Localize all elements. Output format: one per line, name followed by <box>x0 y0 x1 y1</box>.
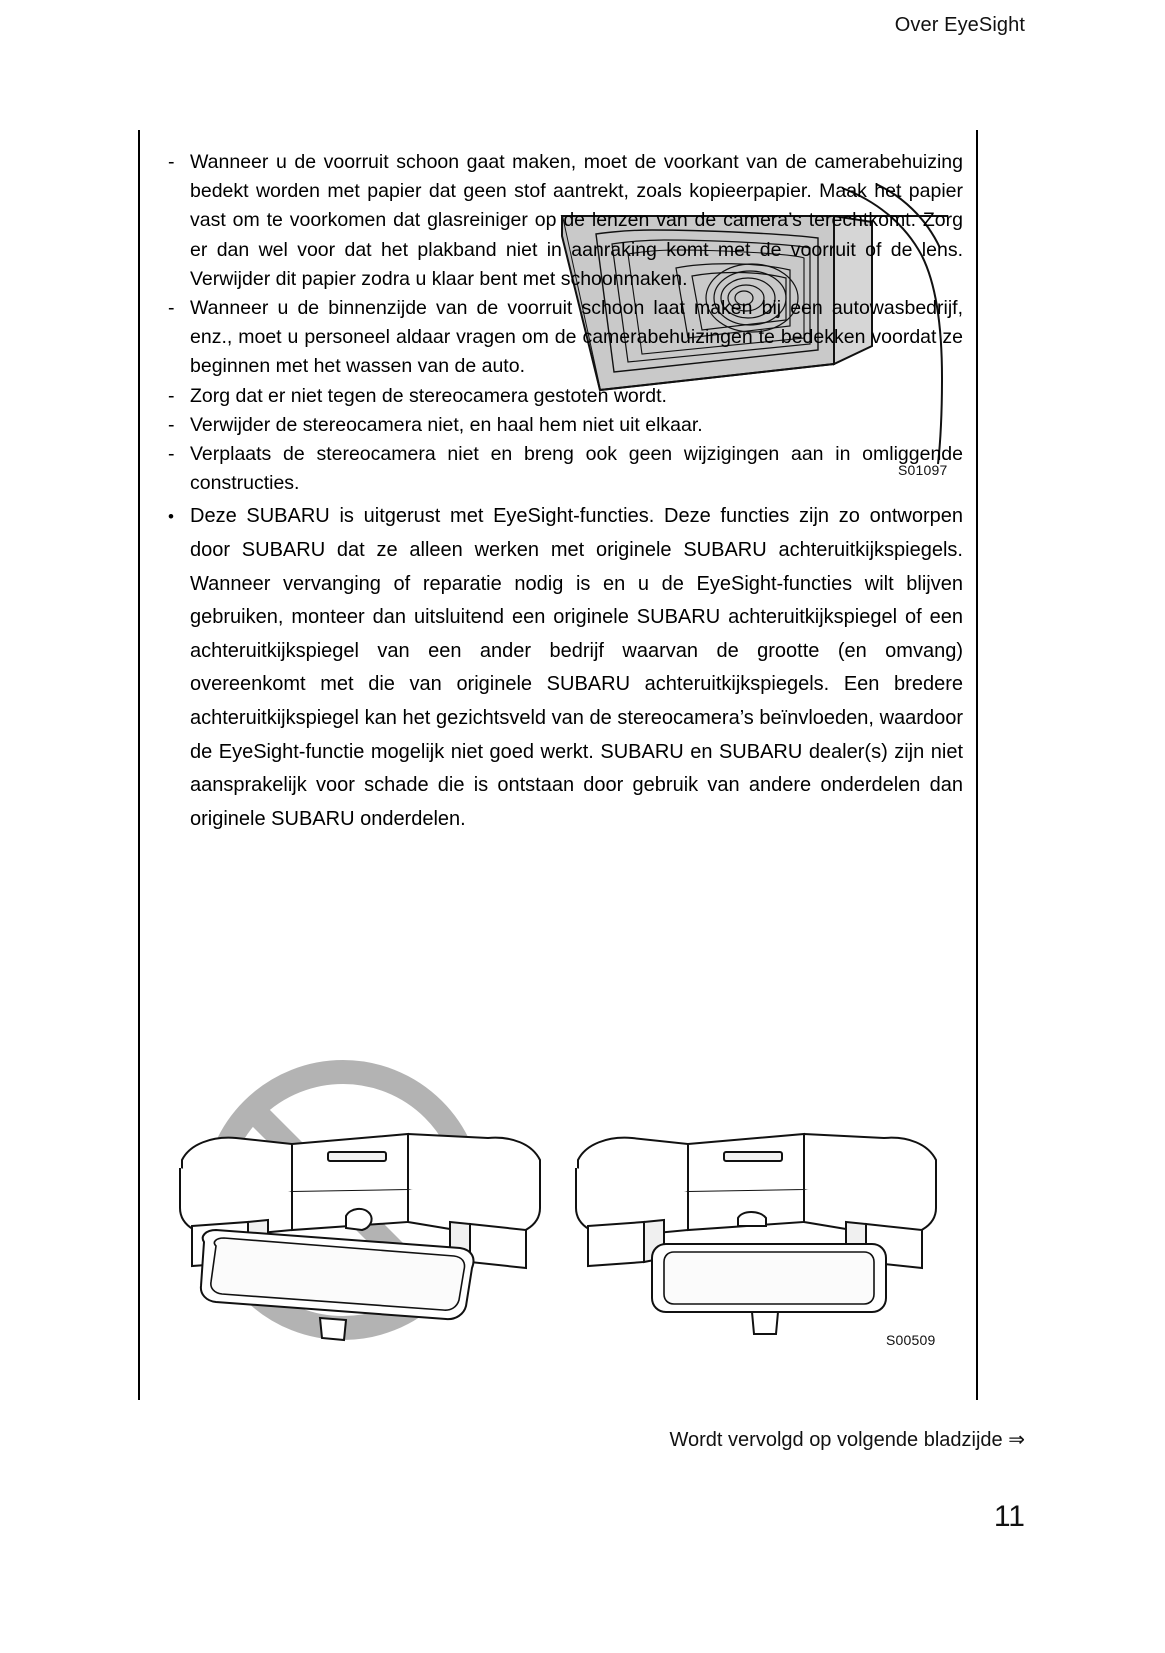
content-rule-left <box>138 130 140 1400</box>
list-item-text: Zorg dat er niet tegen de stereocamera gestoten wordt. <box>190 384 667 407</box>
list-item-text: Wanneer u de binnenzijde van de voorruit schoon laat maken bij een autowasbedrijf, enz., moet u personeel aldaar vragen om de camerabehuizingen te bedekken voordat ze beginnen met het wassen van de auto. <box>190 297 963 378</box>
list-marker-dash: - <box>168 151 175 173</box>
list-marker-dash: - <box>168 443 175 466</box>
continued-note: Wordt vervolgd op volgende bladzijde ⇒ <box>669 1429 1025 1451</box>
page-header-title: Over EyeSight <box>894 14 1025 36</box>
list-item-text: Verwijder de stereocamera niet, en haal hem niet uit elkaar. <box>190 413 703 436</box>
list-marker-dash: - <box>168 384 175 407</box>
page-number: 11 <box>993 1500 1025 1533</box>
original-mirror-assembly <box>576 1134 936 1334</box>
mirror-comparison-illustration <box>160 1040 960 1385</box>
wide-mirror-assembly <box>180 1134 540 1340</box>
figure-caption-camera-housing: S01097 <box>898 462 948 478</box>
list-marker-bullet: • <box>168 507 174 527</box>
list-marker-dash: - <box>168 297 175 320</box>
list-marker-dash: - <box>168 413 175 436</box>
list-item <box>168 294 963 382</box>
figure-mirror-comparison <box>160 1040 960 1380</box>
body-content <box>168 148 963 836</box>
list-item-text: Verplaats de stereocamera niet en breng ook geen wijzigingen aan in omliggende constructies. <box>190 443 963 495</box>
figure-caption-mirrors: S00509 <box>886 1332 936 1348</box>
bullet-paragraph-text: Deze SUBARU is uitgerust met EyeSight-functies. Deze functies zijn zo ontworpen door SUBARU dat ze alleen werken met originele SUBARU achteruitkijkspiegels. Wanneer vervanging of reparatie nodig is en u de EyeSight-functies wilt blijven gebruiken, monteer dan uitsluitend een originele SUBARU achteruitkijkspiegel of een achteruitkijkspiegel van een ander bedrijf waarvan de grootte (en omvang) overeenkomt met die van originele SUBARU achteruitkijkspiegels. Een bredere achteruitkijkspiegel kan het gezichtsveld van de stereocamera’s beïnvloeden, waardoor de EyeSight-functie mogelijk niet goed werkt. SUBARU en SUBARU dealer(s) zijn niet aansprakelijk voor schade die is ontstaan door gebruik van andere onderdelen dan originele SUBARU onderdelen. <box>190 505 963 830</box>
content-rule-right <box>976 130 978 1400</box>
list-item <box>168 440 963 498</box>
list-item <box>168 382 963 411</box>
list-item <box>168 411 963 440</box>
bullet-paragraph <box>168 500 963 836</box>
list-item-text: Wanneer u de voorruit schoon gaat maken, moet de voorkant van de camerabehuizing bedekt worden met papier dat geen stof aantrekt, zoals kopieerpapier. Maak het papier vast om te voorkomen dat glasreiniger op de lenzen van de camera’s terechtkomt. Zorg er dan wel voor dat het plakband niet in aanraking komt met de voorruit of de lens. Verwijder dit papier zodra u klaar bent met schoonmaken. <box>190 151 963 290</box>
list-item <box>168 148 963 294</box>
